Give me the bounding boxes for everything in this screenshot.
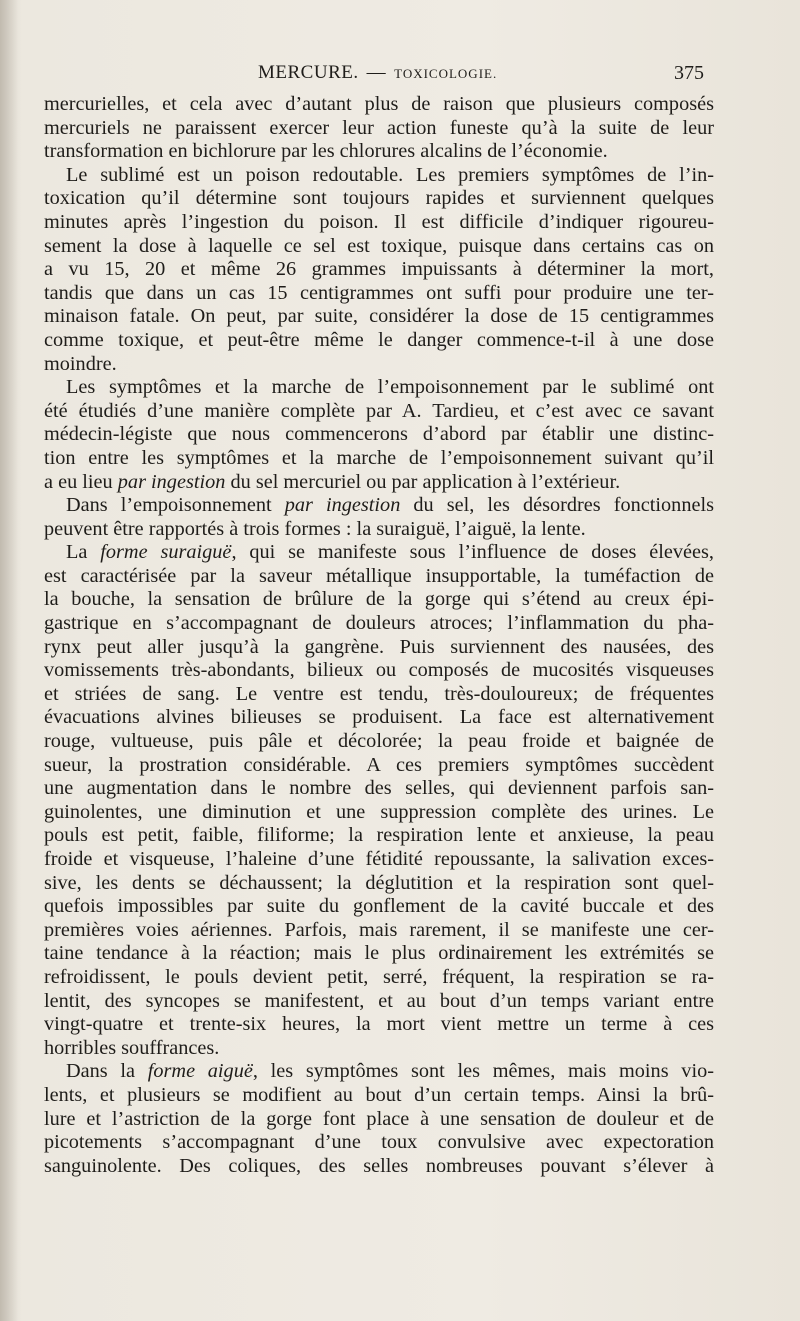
text-line: Le sublimé est un poison redoutable. Les premiers symptômes de l’in- (66, 163, 714, 186)
text-line: refroidissent, le pouls devient petit, serré, fréquent, la respiration se ra- (44, 965, 714, 988)
running-title-main: MERCURE. (258, 62, 359, 83)
text-line: rynx peut aller jusqu’à la gangrène. Puis surviennent des nausées, des (44, 635, 714, 658)
italic-phrase: par ingestion (284, 494, 401, 517)
text-line: peuvent être rapportés à trois formes : la suraiguë, l’aiguë, la lente. (44, 517, 586, 540)
text-line: transformation en bichlorure par les chlorures alcalins de l’économie. (44, 140, 608, 163)
italic-phrase: par ingestion (117, 470, 226, 493)
italic-phrase: forme aiguë (147, 1060, 253, 1083)
text-line: été étudiés d’une manière complète par A. Tardieu, et c’est avec ce savant (44, 399, 714, 422)
text-line: tandis que dans un cas 15 centigrammes ont suffi pour produire une ter- (44, 281, 714, 304)
text-line: a vu 15, 20 et même 26 grammes impuissants à déterminer la mort, (44, 258, 714, 281)
text-line: lentit, des syncopes se manifestent, et au bout d’un temps variant entre (44, 989, 714, 1012)
text-line: médecin-légiste que nous commencerons d’abord par établir une distinc- (44, 423, 714, 446)
text-line: une augmentation dans le nombre des selles, qui deviennent parfois san- (44, 777, 714, 800)
text-line: minaison fatale. On peut, par suite, considérer la dose de 15 centigrammes (44, 305, 714, 328)
text-line: tion entre les symptômes et la marche de l’empoisonnement suivant qu’il (44, 446, 714, 469)
text-line: moindre. (44, 352, 117, 375)
text-line: La forme suraiguë, qui se manifeste sous l’influence de doses élevées, (66, 541, 714, 564)
body-text (44, 93, 714, 1178)
text-line: gastrique en s’accompagnant de douleurs atroces; l’inflammation du pha- (44, 612, 714, 635)
text-line: mercurielles, et cela avec d’autant plus de raison que plusieurs composés (44, 93, 714, 115)
text-line: quefois impossibles par suite du gonflement de la cavité buccale et des (44, 895, 714, 918)
text-line: picotements s’accompagnant d’une toux convulsive avec expectoration (44, 1131, 714, 1154)
page-number: 375 (674, 62, 704, 84)
running-title (258, 62, 497, 84)
text-line: froide et visqueuse, l’haleine d’une fétidité repoussante, la salivation exces- (44, 848, 714, 870)
running-title-sub: TOXICOLOGIE. (394, 66, 498, 81)
text-line: taine tendance à la réaction; mais le plus ordinairement les extrémités se (44, 942, 714, 965)
text-line: sueur, la prostration considérable. A ces premiers symptômes succèdent (44, 753, 714, 776)
text-line: pouls est petit, faible, filiforme; la respiration lente et anxieuse, la peau (44, 824, 714, 847)
text-line: est caractérisée par la saveur métallique insupportable, la tuméfaction de (44, 564, 714, 587)
text-line: la bouche, la sensation de brûlure de la gorge qui s’étend au creux épi- (44, 588, 714, 611)
text-line: lure et l’astriction de la gorge font place à une sensation de douleur et de (44, 1107, 714, 1130)
running-title-separator: — (366, 62, 387, 83)
text-line: minutes après l’ingestion du poison. Il est difficile d’indiquer rigoureu- (44, 210, 714, 233)
text-line: comme toxique, et peut-être même le danger commence-t-il à une dose (44, 328, 714, 351)
italic-phrase: forme suraiguë (100, 541, 232, 564)
binding-shadow (0, 0, 18, 1321)
text-line: mercuriels ne paraissent exercer leur action funeste qu’à la suite de leur (44, 116, 714, 139)
text-line: sement la dose à laquelle ce sel est toxique, puisque dans certains cas on (44, 234, 714, 257)
text-line: guinolentes, une diminution et une suppression complète des urines. Le (44, 800, 714, 823)
text-line: premières voies aériennes. Parfois, mais rarement, il se manifeste une cer- (44, 918, 714, 941)
text-line: Les symptômes et la marche de l’empoisonnement par le sublimé ont (66, 376, 714, 399)
text-line: horribles souffrances. (44, 1036, 220, 1059)
text-line: rouge, vultueuse, puis pâle et décolorée; la peau froide et baignée de (44, 730, 714, 753)
page-header (0, 60, 800, 86)
text-line: Dans la forme aiguë, les symptômes sont les mêmes, mais moins vio- (66, 1060, 714, 1083)
text-line: vingt-quatre et trente-six heures, la mort vient mettre un terme à ces (44, 1013, 714, 1036)
text-line: vomissements très-abondants, bilieux ou composés de mucosités visqueuses (44, 659, 714, 682)
text-line: sive, les dents se déchaussent; la déglutition et la respiration sont quel- (44, 871, 714, 894)
text-line: et striées de sang. Le ventre est tendu, très-douloureux; de fréquentes (44, 682, 714, 705)
text-line: lents, et plusieurs se modifient au bout d’un certain temps. Ainsi la brû- (44, 1083, 714, 1106)
text-line: évacuations alvines bilieuses se produisent. La face est alternativement (44, 706, 714, 729)
text-line: a eu lieu par ingestion du sel mercuriel ou par application à l’extérieur. (44, 470, 621, 493)
text-line: toxication qu’il détermine sont toujours rapides et surviennent quelques (44, 187, 714, 210)
text-line: sanguinolente. Des coliques, des selles nombreuses pouvant s’élever à (44, 1154, 714, 1177)
text-line: Dans l’empoisonnement par ingestion du sel, les désordres fonctionnels (66, 494, 714, 517)
